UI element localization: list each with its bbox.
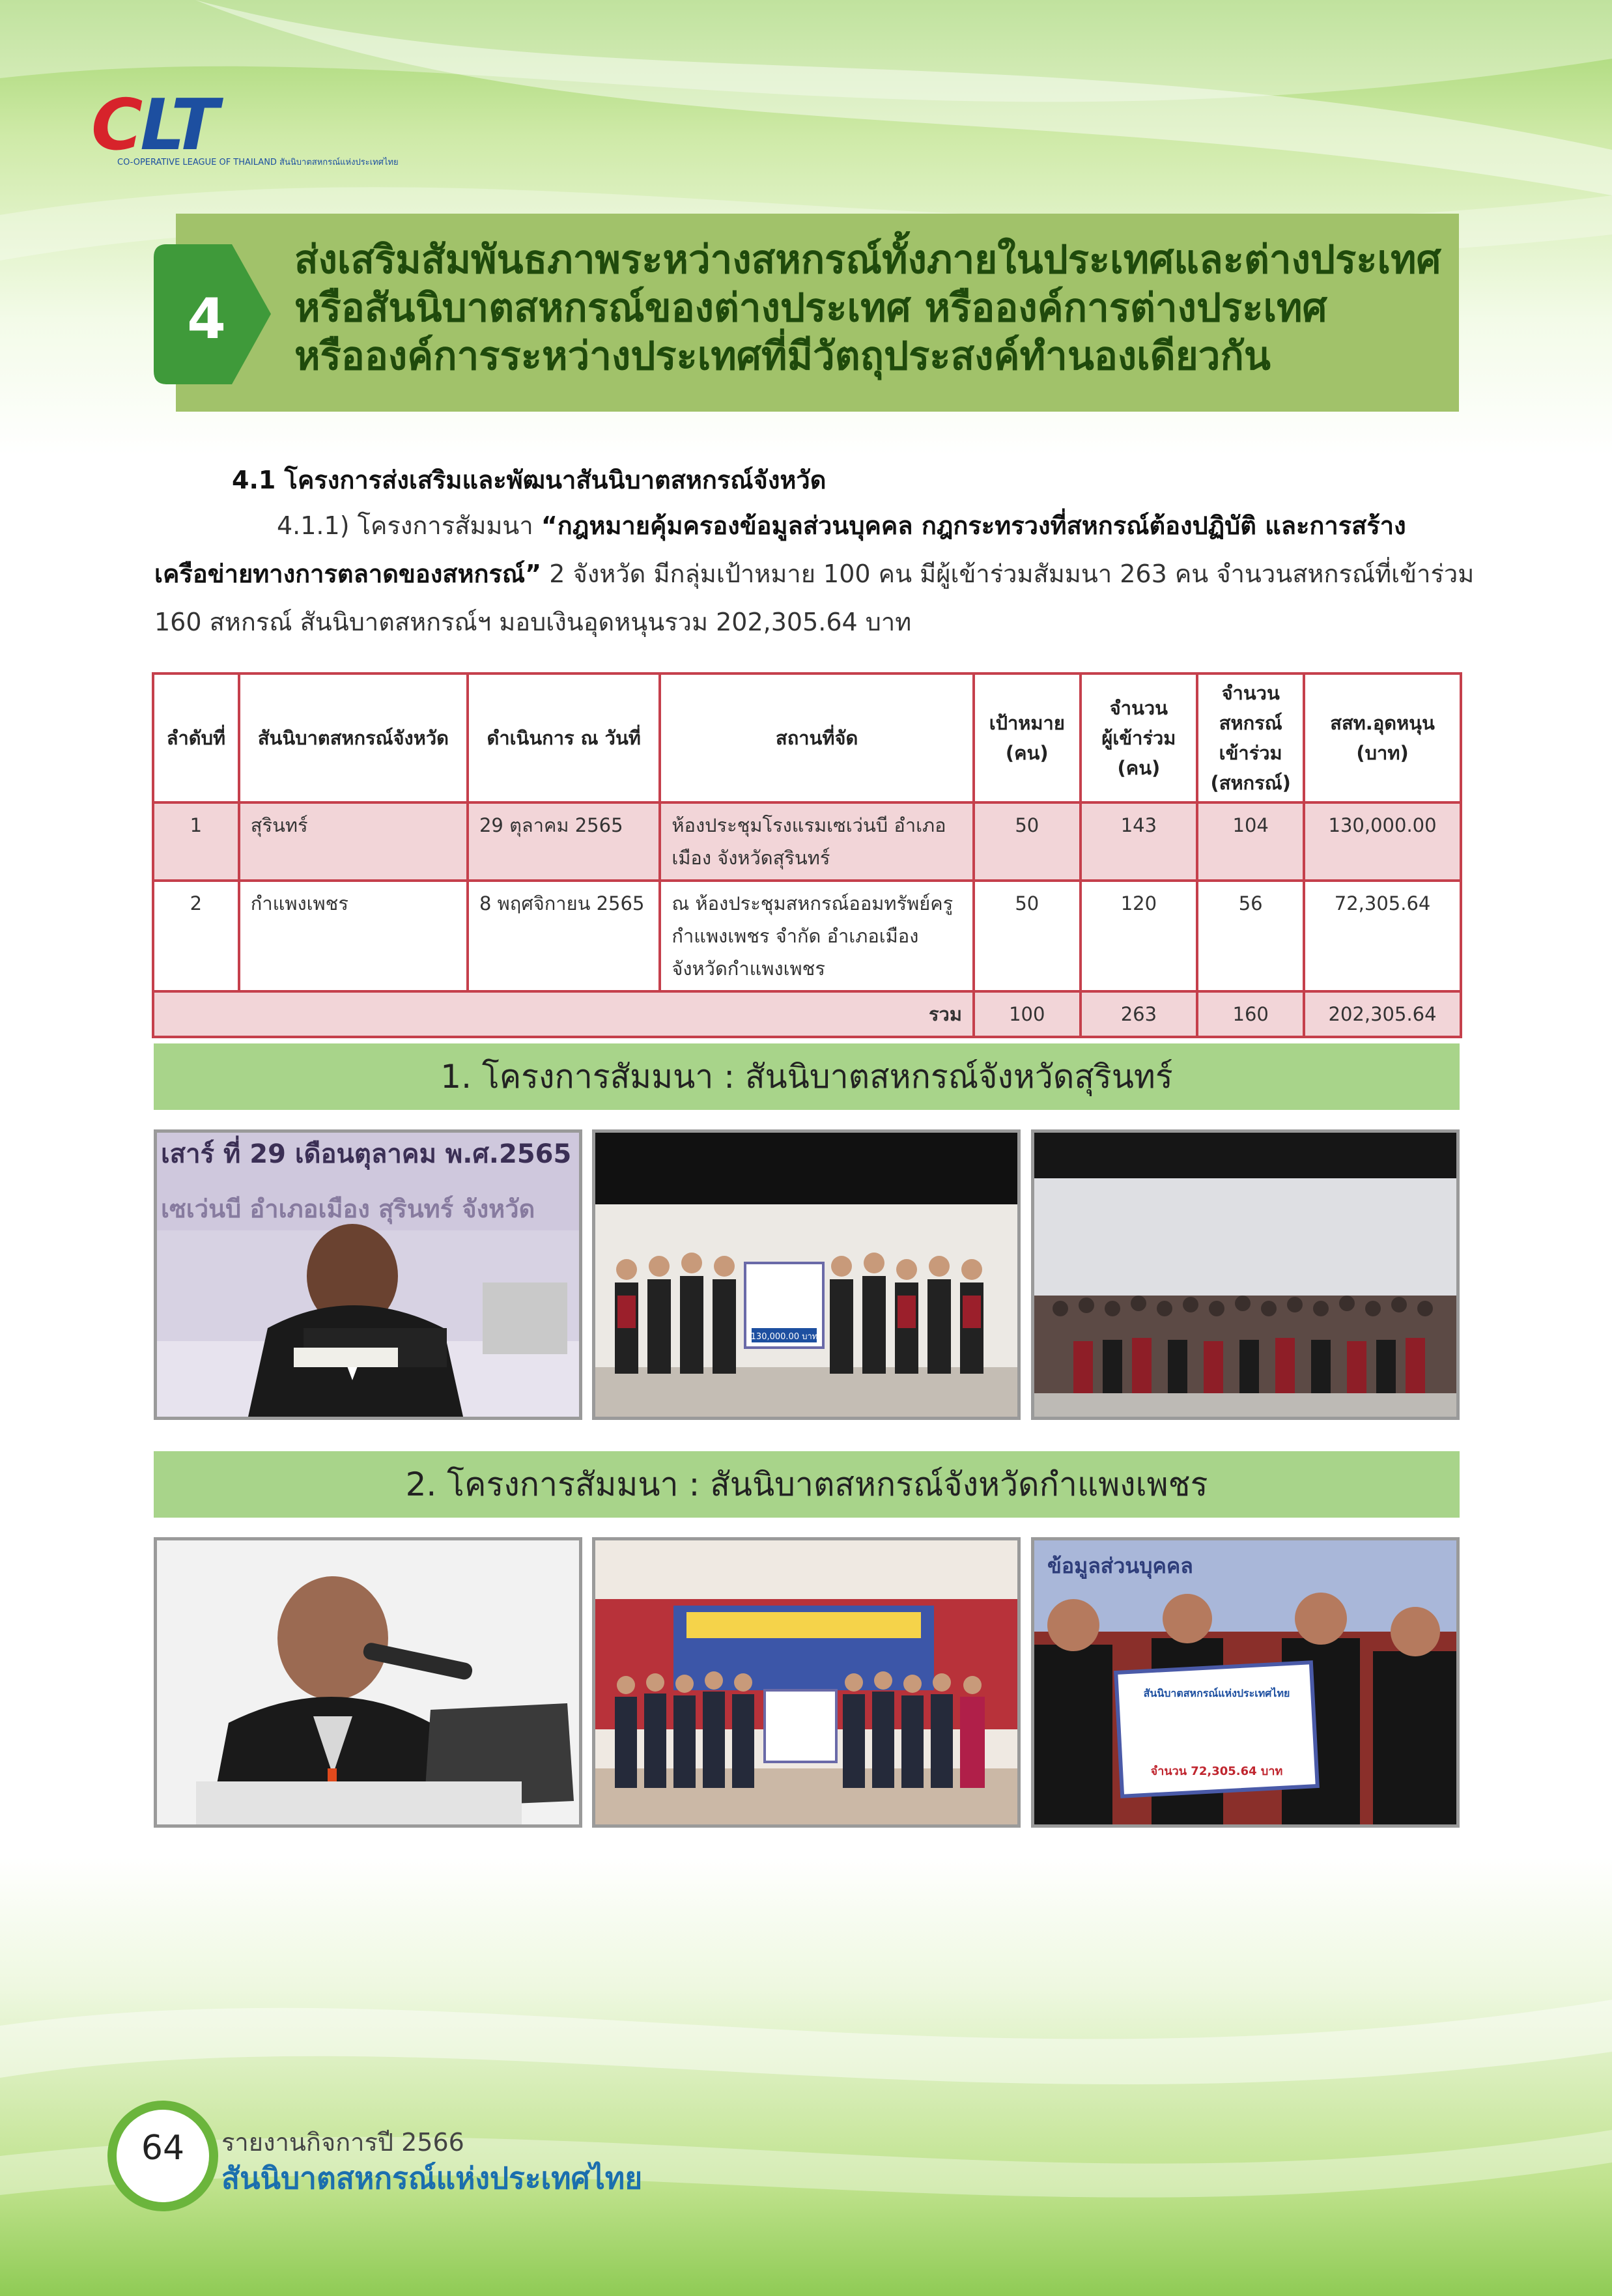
- paragraph-text: 160 สหกรณ์ สันนิบาตสหกรณ์ฯ มอบเงินอุดหนุนรวม 202,305.64 บาท: [154, 608, 912, 636]
- cell-no: 2: [153, 881, 239, 991]
- photo-kamphaeng-cheque: [1031, 1537, 1460, 1828]
- cell-venue: ห้องประชุมโรงแรมเซเว่นบี อำเภอ เมือง จังหวัดสุรินทร์: [660, 802, 974, 881]
- total-attendees: 263: [1081, 991, 1198, 1037]
- paragraph-text: 2 จังหวัด มีกลุ่มเป้าหมาย 100 คน มีผู้เข้าร่วมสัมมนา 263 คน จำนวนสหกรณ์ที่เข้าร่วม: [541, 560, 1475, 588]
- cell-target: 50: [974, 802, 1081, 881]
- photo-cheque-title: สันนิบาตสหกรณ์แห่งประเทศไทย: [1143, 1687, 1290, 1699]
- photo-banner-text: เสาร์ ที่ 29 เดือนตุลาคม พ.ศ.2565: [161, 1139, 572, 1169]
- body-paragraph: [154, 502, 1475, 646]
- page-number: 64: [141, 2129, 185, 2168]
- section-title-line: หรือองค์การระหว่างประเทศที่มีวัตถุประสงค์ทำนองเดียวกัน: [294, 333, 1271, 379]
- cell-coops: 56: [1197, 881, 1304, 991]
- total-label: รวม: [153, 991, 974, 1037]
- header-date: ดำเนินการ ณ วันที่: [468, 673, 660, 802]
- photo-surin-audience: [1031, 1129, 1460, 1420]
- cell-date: 29 ตุลาคม 2565: [468, 802, 660, 881]
- photo-surin-group-cheque: [592, 1129, 1021, 1420]
- footer-background: [0, 1856, 1612, 2296]
- subheading: 4.1 โครงการส่งเสริมและพัฒนาสันนิบาตสหกรณ์จังหวัด: [232, 466, 827, 494]
- header-grant: สสท.อุดหนุน (บาท): [1304, 673, 1461, 802]
- gallery1-heading: 1. โครงการสัมมนา : สันนิบาตสหกรณ์จังหวัดสุรินทร์: [154, 1043, 1460, 1110]
- photo-cheque-amount: 130,000.00 บาท: [750, 1332, 818, 1342]
- total-grant: 202,305.64: [1304, 991, 1461, 1037]
- cell-attendees: 143: [1081, 802, 1198, 881]
- table-row: [153, 802, 1461, 881]
- cell-no: 1: [153, 802, 239, 881]
- section-number: 4: [187, 287, 226, 352]
- clt-logo: [91, 85, 399, 169]
- header-no: ลำดับที่: [153, 673, 239, 802]
- footer-report-title: รายงานกิจการปี 2566: [221, 2128, 464, 2157]
- photo-banner-text: เซเว่นบี อำเภอเมือง สุรินทร์ จังหวัด: [161, 1195, 535, 1223]
- cell-league: กำแพงเพชร: [239, 881, 468, 991]
- cell-venue: ณ ห้องประชุมสหกรณ์ออมทรัพย์ครู กำแพงเพชร จำกัด อำเภอเมือง จังหวัดกำแพงเพชร: [660, 881, 974, 991]
- header-league: สันนิบาตสหกรณ์จังหวัด: [239, 673, 468, 802]
- seminar-table: [152, 672, 1462, 1038]
- section-title: [294, 236, 1454, 380]
- header-attendees: จำนวน ผู้เข้าร่วม (คน): [1081, 673, 1198, 802]
- cell-date: 8 พฤศจิกายน 2565: [468, 881, 660, 991]
- header-target: เป้าหมาย (คน): [974, 673, 1081, 802]
- photo-banner-text: ข้อมูลส่วนบุคคล: [1047, 1553, 1193, 1578]
- logo-wordmark: CLT: [91, 85, 216, 166]
- cell-coops: 104: [1197, 802, 1304, 881]
- paragraph-text: 4.1.1) โครงการสัมมนา: [277, 511, 541, 540]
- cell-target: 50: [974, 881, 1081, 991]
- logo-subtitle: CO-OPERATIVE LEAGUE OF THAILAND สันนิบาตสหกรณ์แห่งประเทศไทย: [117, 158, 399, 167]
- footer-organization: สันนิบาตสหกรณ์แห่งประเทศไทย: [221, 2161, 643, 2196]
- table-header-row: [153, 673, 1461, 802]
- section-title-line: หรือสันนิบาตสหกรณ์ของต่างประเทศ หรือองค์การต่างประเทศ: [294, 285, 1327, 331]
- photo-surin-speaker: [154, 1129, 582, 1420]
- header-venue: สถานที่จัด: [660, 673, 974, 802]
- paragraph-bold-text: เครือข่ายทางการตลาดของสหกรณ์”: [154, 560, 542, 588]
- cell-attendees: 120: [1081, 881, 1198, 991]
- header-coops: จำนวน สหกรณ์ เข้าร่วม (สหกรณ์): [1197, 673, 1304, 802]
- photo-kamphaeng-speaker: [154, 1537, 582, 1828]
- cell-grant: 72,305.64: [1304, 881, 1461, 991]
- table-row: [153, 881, 1461, 991]
- paragraph-bold-text: “กฎหมายคุ้มครองข้อมูลส่วนบุคคล กฎกระทรวงที่สหกรณ์ต้องปฏิบัติ และการสร้าง: [541, 511, 1406, 540]
- photo-kamphaeng-group: [592, 1537, 1021, 1828]
- table-total-row: [153, 991, 1461, 1037]
- cell-grant: 130,000.00: [1304, 802, 1461, 881]
- cell-league: สุรินทร์: [239, 802, 468, 881]
- total-coops: 160: [1197, 991, 1304, 1037]
- total-target: 100: [974, 991, 1081, 1037]
- photo-cheque-amount: จำนวน 72,305.64 บาท: [1150, 1765, 1283, 1778]
- gallery2-heading: 2. โครงการสัมมนา : สันนิบาตสหกรณ์จังหวัดกำแพงเพชร: [154, 1451, 1460, 1518]
- section-title-line: ส่งเสริมสัมพันธภาพระหว่างสหกรณ์ทั้งภายในประเทศและต่างประเทศ: [294, 237, 1441, 283]
